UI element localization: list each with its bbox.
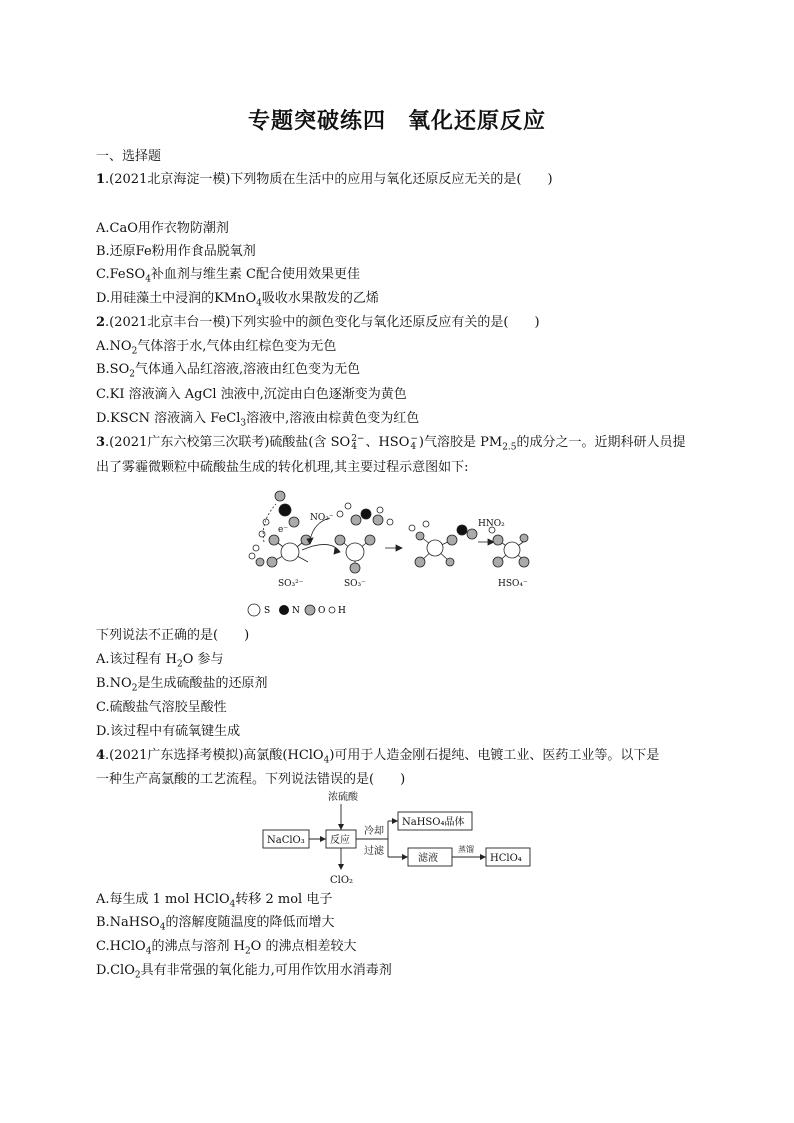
bisulfate-label: HSO₄⁻ — [498, 579, 528, 589]
flow-filtrate: 滤液 — [418, 853, 438, 864]
q2-option-d: D.KSCN 溶液滴入 FeCl$_3$溶液中,溶液由棕黄色变为红色 — [96, 411, 420, 429]
q1-stem: 1.(2021北京海淀一模)下列物质在生活中的应用与氧化还原反应无关的是( ) — [96, 172, 553, 187]
q1-option-d: D.用硅藻土中浸润的KMnO$_4$吸收水果散发的乙烯 — [96, 291, 379, 309]
sulfate-ion-charge: 2− 4 — [351, 433, 365, 452]
sulfate-mechanism-diagram — [240, 482, 530, 622]
flow-reaction: 反应 — [330, 835, 350, 846]
q3-stem-line2: 出了雾霾微颗粒中硫酸盐生成的转化机理,其主要过程示意图如下: — [96, 460, 469, 475]
q2-option-c: C.KI 溶液滴入 AgCl 浊液中,沉淀由白色逐渐变为黄色 — [96, 387, 407, 402]
bisulfate-molecule — [489, 527, 529, 567]
bisulfate-ion-charge: − 4 — [410, 433, 418, 452]
legend-hydrogen: H — [338, 606, 346, 616]
legend-sulfur: S — [264, 606, 271, 616]
q4-option-c: C.HClO$_4$的沸点与溶剂 $H_2O$ 的沸点相差较大 — [96, 939, 357, 957]
q1-option-c: C.FeSO$_4$补血剂与维生素 C配合使用效果更佳 — [96, 267, 361, 285]
flow-input: NaClO₃ — [267, 835, 305, 846]
legend-nitrogen: N — [292, 606, 300, 616]
q2-stem: 2.(2021北京丰台一模)下列实验中的颜色变化与氧化还原反应有关的是( ) — [96, 315, 540, 330]
legend-oxygen: O — [318, 606, 326, 616]
sulfite-radical-label: SO₃⁻ — [344, 579, 366, 589]
q4-option-d: D.ClO$_2$具有非常强的氧化能力,可用作饮用水消毒剂 — [96, 963, 392, 981]
q3-option-d: D.该过程中有硫氧键生成 — [96, 724, 241, 739]
q3-option-a: A.该过程有 $H_2O$ 参与 — [96, 652, 224, 670]
flow-crystal: NaHSO₄晶体 — [402, 817, 465, 828]
q2-option-a: $A.NO_2$气体溶于水,气体由红棕色变为无色 — [96, 339, 337, 357]
electron-label: e⁻ — [278, 525, 289, 535]
q4-stem-line2: 一种生产高氯酸的工艺流程。下列说法错误的是( ) — [96, 772, 406, 787]
section-heading: 一、选择题 — [96, 149, 162, 164]
flow-product: HClO₄ — [490, 853, 522, 864]
flow-byproduct: ClO₂ — [330, 875, 354, 886]
q4-stem-line1: 4.(2021广东选择考模拟)高氯酸(HClO$_4$)可用于人造金刚石提纯、电镀工业、医药工业等。以下是 — [96, 748, 660, 766]
flow-conc-sulfuric-acid: 浓硫酸 — [328, 792, 358, 803]
flow-distill: 蒸馏 — [458, 845, 474, 854]
q3-option-c: C.硫酸盐气溶胶呈酸性 — [96, 700, 227, 715]
q3-question: 下列说法不正确的是( ) — [96, 628, 250, 643]
flow-cool: 冷却 — [364, 826, 384, 837]
q3-option-b: $B.NO_2$是生成硫酸盐的还原剂 — [96, 676, 268, 694]
q2-option-b: $B.SO_2$气体通入品红溶液,溶液由红色变为无色 — [96, 362, 361, 380]
q1-option-b: B.还原Fe粉用作食品脱氧剂 — [96, 244, 256, 259]
page-title: 专题突破练四 氧化还原反应 — [247, 109, 547, 134]
diagram-legend — [248, 604, 346, 616]
nitrous-acid-label: HNO₂ — [478, 519, 505, 529]
q4-option-b: B.NaHSO$_4$的溶解度随温度的降低而增大 — [96, 915, 335, 933]
perchloric-acid-flowchart — [258, 790, 548, 888]
intermediate-molecule — [409, 521, 477, 567]
q3-stem-line1: 3.(2021广东六校第三次联考)硫酸盐(含 SO 2− 4 、HSO − 4 )气溶胶是 $PM_{2.5}$的成分之一。近期科研人员提 — [96, 433, 686, 453]
flow-filter: 过滤 — [364, 846, 384, 857]
q1-option-a: A.CaO用作衣物防潮剂 — [96, 221, 229, 236]
q4-option-a: A.每生成 1 mol HClO$_4$转移 2 mol 电子 — [96, 892, 333, 910]
nitrite-label: NO₂⁻ — [310, 513, 334, 523]
sulfite-label: SO₃²⁻ — [278, 579, 304, 589]
sulfite-radical-molecule — [335, 503, 393, 573]
